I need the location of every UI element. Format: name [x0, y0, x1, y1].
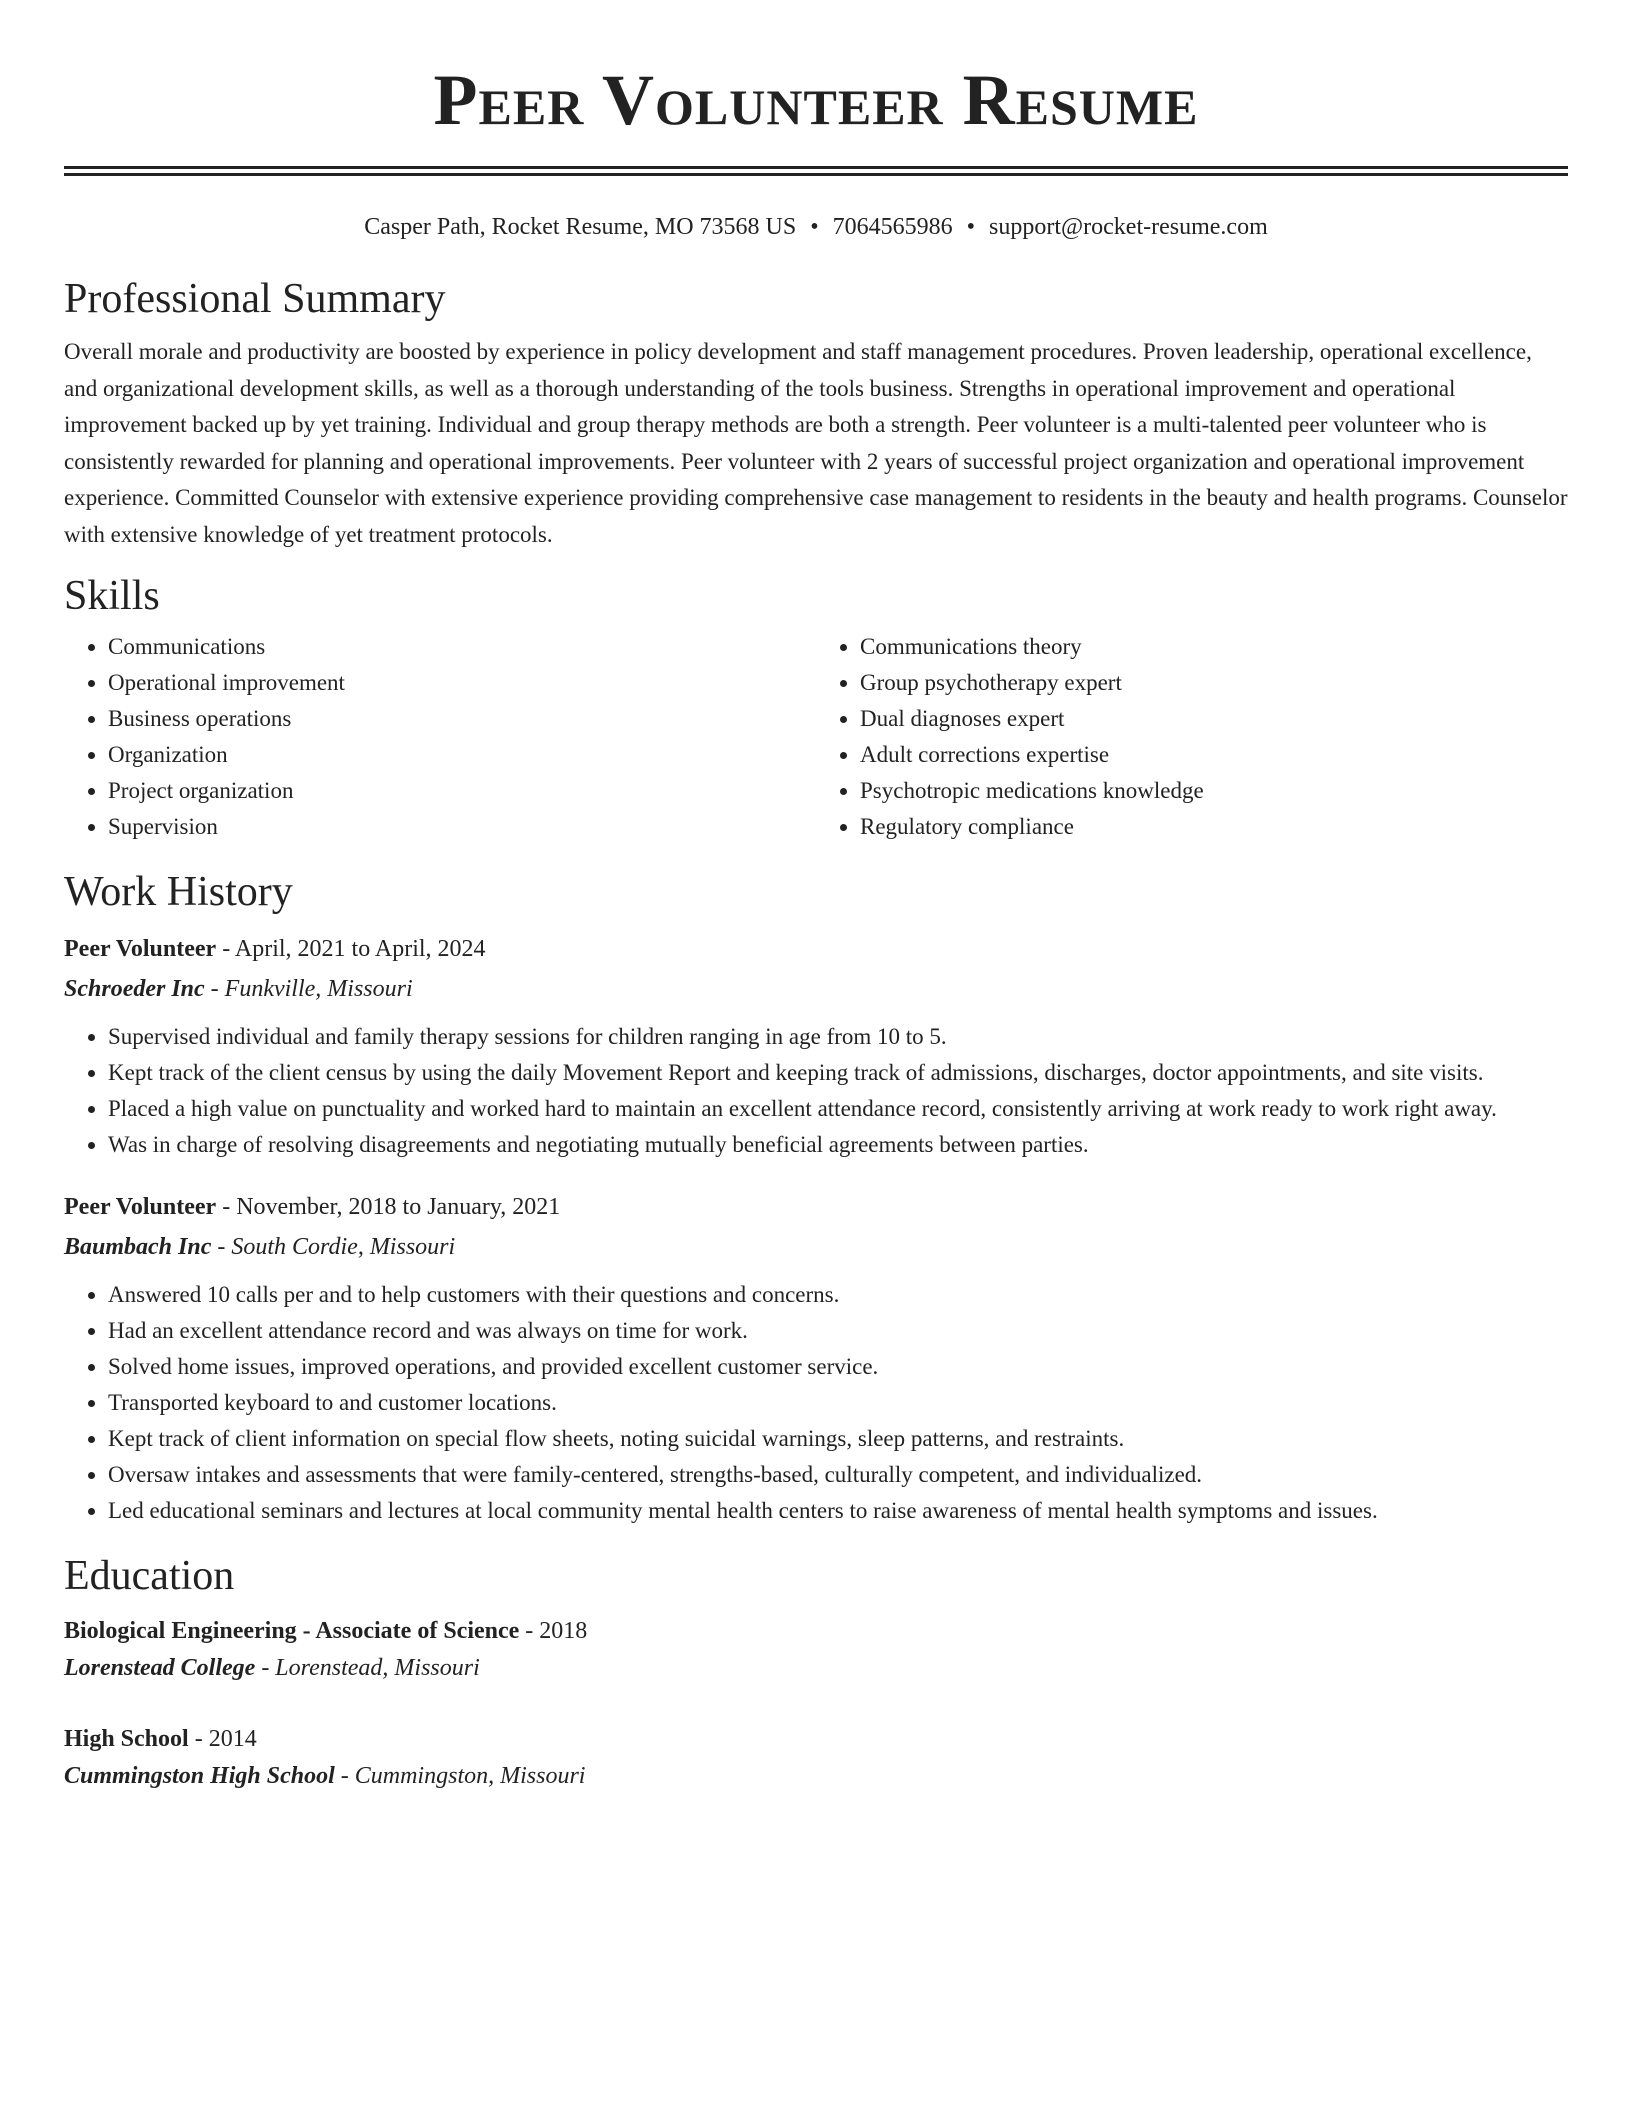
job-dates: - November, 2018 to January, 2021 — [216, 1194, 561, 1220]
title-double-rule — [64, 166, 1568, 176]
contact-phone: 7064565986 — [832, 214, 953, 240]
contact-email: support@rocket-resume.com — [989, 214, 1268, 240]
job-bullets — [64, 1277, 1568, 1529]
job-bullet: • Was in charge of resolving disagreements and negotiating mutually beneficial agreements between parties. — [108, 1127, 1568, 1163]
education-school-line — [64, 1650, 1568, 1687]
skills-left-list — [64, 629, 816, 845]
education-school: Lorenstead College — [64, 1655, 256, 1681]
job-bullet: • Placed a high value on punctuality and worked hard to maintain an excellent attendance record, consistently arriving at work ready to work right away. — [108, 1091, 1568, 1127]
contact-address: Casper Path, Rocket Resume, MO 73568 US — [364, 214, 797, 240]
job-header — [64, 1187, 1568, 1227]
skill-item: • Regulatory compliance — [860, 809, 1568, 845]
job-bullet: • Kept track of the client census by using the daily Movement Report and keeping track of admissions, discharges, doctor appointments, and site visits. — [108, 1055, 1568, 1091]
education-year: - 2014 — [188, 1726, 257, 1752]
job-bullet: • Had an excellent attendance record and was always on time for work. — [108, 1313, 1568, 1349]
education-heading: Education — [64, 1553, 235, 1599]
education-section — [64, 1551, 1568, 1795]
job-bullet: • Led educational seminars and lectures at local community mental health centers to raise awareness of mental health symptoms and issues. — [108, 1493, 1568, 1529]
contact-separator: • — [810, 214, 819, 240]
education-school: Cummingston High School — [64, 1763, 335, 1789]
work-history-heading: Work History — [64, 869, 293, 915]
skills-columns — [64, 629, 1568, 845]
education-degree: High School — [64, 1726, 189, 1752]
job-company-line — [64, 1227, 1568, 1267]
job-entry — [64, 929, 1568, 1163]
education-degree: Biological Engineering - Associate of Science — [64, 1618, 520, 1644]
skill-item: • Dual diagnoses expert — [860, 701, 1568, 737]
education-location: - Cummingston, Missouri — [334, 1763, 586, 1789]
job-company: Baumbach Inc — [64, 1234, 212, 1260]
education-school-line — [64, 1758, 1568, 1795]
job-title: Peer Volunteer — [64, 936, 217, 962]
job-bullet: • Kept track of client information on special flow sheets, noting suicidal warnings, sleep patterns, and restraints. — [108, 1421, 1568, 1457]
job-bullet: • Transported keyboard to and customer locations. — [108, 1385, 1568, 1421]
education-entry — [64, 1721, 1568, 1795]
education-entry — [64, 1613, 1568, 1687]
skill-item: • Communications — [108, 629, 816, 665]
job-bullet: • Solved home issues, improved operations, and provided excellent customer service. — [108, 1349, 1568, 1385]
skill-item: • Communications theory — [860, 629, 1568, 665]
job-bullets — [64, 1019, 1568, 1163]
education-degree-line — [64, 1721, 1568, 1758]
summary-section — [64, 274, 1568, 553]
job-header — [64, 929, 1568, 969]
education-degree-line — [64, 1613, 1568, 1650]
job-entry — [64, 1187, 1568, 1529]
skill-item: • Psychotropic medications knowledge — [860, 773, 1568, 809]
job-bullet: • Oversaw intakes and assessments that were family-centered, strengths-based, culturally competent, and individualized. — [108, 1457, 1568, 1493]
summary-heading: Professional Summary — [64, 276, 446, 322]
education-location: - Lorenstead, Missouri — [255, 1655, 480, 1681]
work-history-section — [64, 867, 1568, 1529]
job-company-line — [64, 969, 1568, 1009]
summary-text: Overall morale and productivity are boosted by experience in policy development and staff management procedures. Proven leadership, operational excellence, and organizational development skills, as well as a thorough understanding of the tools business. Strengths in operational improvement and operational improvement backed up by yet training. Individual and group therapy methods are both a strength. Peer volunteer is a multi-talented peer volunteer who is consistently rewarded for planning and operational improvements. Peer volunteer with 2 years of successful project organization and operational improvement experience. Committed Counselor with extensive experience providing comprehensive case management to residents in the beauty and health programs. Counselor with extensive knowledge of yet treatment protocols. — [64, 339, 1568, 547]
job-dates: - April, 2021 to April, 2024 — [216, 936, 486, 962]
job-location: - South Cordie, Missouri — [211, 1234, 456, 1260]
skill-item: • Operational improvement — [108, 665, 816, 701]
education-year: - 2018 — [519, 1618, 588, 1644]
skills-section — [64, 571, 1568, 845]
skill-item: • Business operations — [108, 701, 816, 737]
job-bullet: • Answered 10 calls per and to help customers with their questions and concerns. — [108, 1277, 1568, 1313]
skill-item: • Project organization — [108, 773, 816, 809]
contact-line — [64, 212, 1568, 242]
job-bullet: • Supervised individual and family therapy sessions for children ranging in age from 10 to 5. — [108, 1019, 1568, 1055]
skill-item: • Group psychotherapy expert — [860, 665, 1568, 701]
job-location: - Funkville, Missouri — [204, 976, 413, 1002]
job-company: Schroeder Inc — [64, 976, 205, 1002]
skills-heading: Skills — [64, 573, 160, 619]
skill-item: • Supervision — [108, 809, 816, 845]
skill-item: • Adult corrections expertise — [860, 737, 1568, 773]
job-title: Peer Volunteer — [64, 1194, 217, 1220]
skills-right-list — [816, 629, 1568, 845]
contact-separator: • — [966, 214, 976, 240]
skill-item: • Organization — [108, 737, 816, 773]
resume-title: Peer Volunteer Resume — [433, 60, 1199, 140]
